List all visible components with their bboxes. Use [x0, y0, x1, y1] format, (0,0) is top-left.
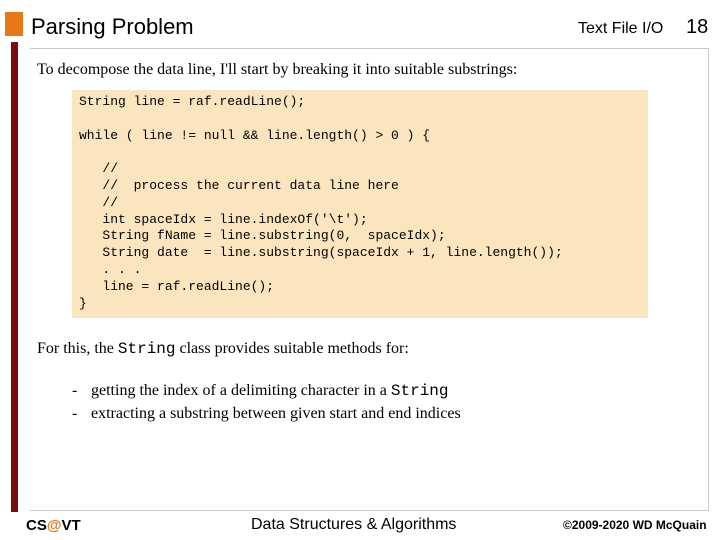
- left-decorative-bar: [11, 42, 18, 512]
- list-item: [72, 382, 461, 405]
- slide-number: 18: [686, 16, 709, 38]
- paragraph-inline-code: String: [117, 340, 176, 358]
- code-line: int spaceIdx = line.indexOf('\t');: [79, 211, 368, 227]
- slide-title: Parsing Problem: [31, 14, 194, 39]
- methods-paragraph: [37, 340, 409, 358]
- content-border-bottom: [30, 510, 709, 511]
- slide-topic: Text File I/O: [578, 20, 664, 37]
- bullet-text: getting the index of a delimiting character in a: [91, 382, 391, 399]
- content-border-right: [708, 48, 709, 510]
- code-line: while ( line != null && line.length() > 0 ) {: [79, 127, 431, 143]
- content-border-top: [30, 48, 708, 49]
- bullet-list: [72, 382, 461, 428]
- bullet-marker: -: [72, 382, 78, 399]
- code-line: . . .: [79, 261, 142, 277]
- title-accent-square: [5, 12, 23, 36]
- list-item: [72, 405, 461, 428]
- code-line: String line = raf.readLine();: [79, 94, 306, 109]
- code-line: }: [79, 295, 87, 311]
- footer-at-sign: @: [46, 517, 62, 534]
- code-line: //: [79, 161, 119, 177]
- footer-course-title: Data Structures & Algorithms: [251, 516, 457, 533]
- footer-course-label: [26, 517, 81, 534]
- paragraph-text-after: class provides suitable methods for:: [175, 340, 409, 357]
- code-line: //: [79, 194, 119, 210]
- footer-course-prefix: CS: [26, 517, 47, 534]
- footer-course-suffix: VT: [61, 517, 81, 534]
- code-block: [79, 94, 563, 312]
- bullet-text: extracting a substring between given start and end indices: [91, 405, 461, 422]
- paragraph-text-before: For this, the: [37, 340, 118, 357]
- bullet-marker: -: [72, 405, 78, 422]
- code-line: line = raf.readLine();: [79, 278, 275, 294]
- code-line: // process the current data line here: [79, 177, 399, 193]
- code-line: String fName = line.substring(0, spaceIdx);: [79, 228, 446, 244]
- intro-text: To decompose the data line, I'll start by breaking it into suitable substrings:: [37, 61, 518, 78]
- bullet-inline-code: String: [390, 382, 449, 400]
- code-line: String date = line.substring(spaceIdx + 1, line.length());: [79, 245, 563, 261]
- footer-copyright: ©2009-2020 WD McQuain: [563, 518, 707, 532]
